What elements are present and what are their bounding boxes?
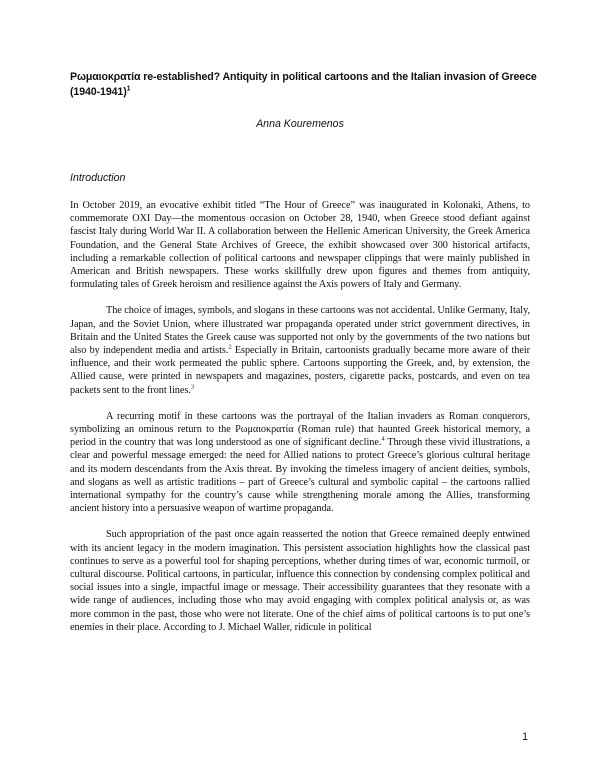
title-footnote-marker[interactable]: 1 bbox=[126, 85, 131, 93]
paragraph-2 bbox=[70, 304, 530, 396]
paragraph-3 bbox=[70, 410, 530, 516]
paragraph-2-text-b: Especially in Britain, cartoonists gradually became more aware of their influence, and their work permeated the public sphere. Cartoons supporting the Greek, and, by extension, the Allied cause, were printed in newspapers and magazines, posters, cigarette packs, postcards, and even on tea packets sent to the front lines. bbox=[70, 345, 530, 396]
page-number: 1 bbox=[522, 731, 528, 743]
footnote-marker-2[interactable]: 2 bbox=[228, 343, 232, 351]
paragraph-3-text-a: A recurring motif in these cartoons was the portrayal of the Italian invaders as Roman conquerors, symbolizing an ominous return to the Ρωμαιοκρατία (Roman rule) that haunted Greek historical memory, a period in the country that was long understood as one of significant decline. bbox=[70, 410, 530, 449]
paragraph-3-text-b: Through these vivid illustrations, a clear and powerful message emerged: the need for Allied nations to protect Greece’s glorious cultural heritage and its modern descendants from the Axis threat. By invoking the timeless imagery of ancient deities, symbols, and slogans as well as artistic traditions – part of Greece’s cultural and symbolic capital – the cartoons rallied international sympathy for the country’s cause while strengthening morale among the Allies, transforming ancient history into a persuasive weapon of wartime propaganda. bbox=[70, 437, 530, 515]
section-heading: Introduction bbox=[70, 172, 126, 184]
author-name: Anna Kouremenos bbox=[256, 118, 344, 130]
footnote-marker-4[interactable]: 4 bbox=[381, 435, 385, 443]
paper-title bbox=[70, 70, 540, 100]
paragraph-4: Such appropriation of the past once again reasserted the notion that Greece remained deeply entwined with its ancient legacy in the modern imagination. This persistent association highlights how the classical past continues to serve as a powerful tool for shaping perceptions, whether during times of war, economic turmoil, or cultural discourse. Political cartoons, in particular, influence this connection by condensing complex political and social issues into a single, impactful image or message. Their accessibility guarantees that they resonate with a wide range of audiences, including those who may avoid engaging with complex political analysis or, as was more common in the past, those who were not literate. One of the chief aims of political cartoons is to put one’s enemies in their place. According to J. Michael Waller, ridicule in political bbox=[70, 529, 530, 633]
paragraph-1: In October 2019, an evocative exhibit titled “The Hour of Greece” was inaugurated in Kolonaki, Athens, to commemorate OXI Day—the momentous occasion on October 28, 1940, when Greece stood defiant against fascist Italy during World War II. A collaboration between the Hellenic American University, the Greek America Foundation, and the General State Archives of Greece, the exhibit showcased over 300 historical artifacts, including a remarkable collection of political cartoons and newspaper clippings that were mainly published in American and British newspapers. These works skillfully drew upon figures and themes from antiquity, formulating tales of Greek heroism and resilience against the Axis powers of Italy and Germany. bbox=[70, 200, 530, 291]
footnote-marker-3[interactable]: 3 bbox=[190, 383, 195, 391]
body-text bbox=[70, 199, 530, 647]
title-text: Ρωμαιοκρατία re-established? Antiquity in political cartoons and the Italian invasion of Greece (1940-1941) bbox=[70, 71, 537, 98]
paragraph-2-text-a: The choice of images, symbols, and slogans in these cartoons was not accidental. Unlike Germany, Italy, Japan, and the Soviet Union, where illustrated war propaganda operated under strict government directives, in Britain and the United States the Greek cause was supported not only by the governments of the two nations but also by independent media and artists. bbox=[70, 305, 530, 357]
